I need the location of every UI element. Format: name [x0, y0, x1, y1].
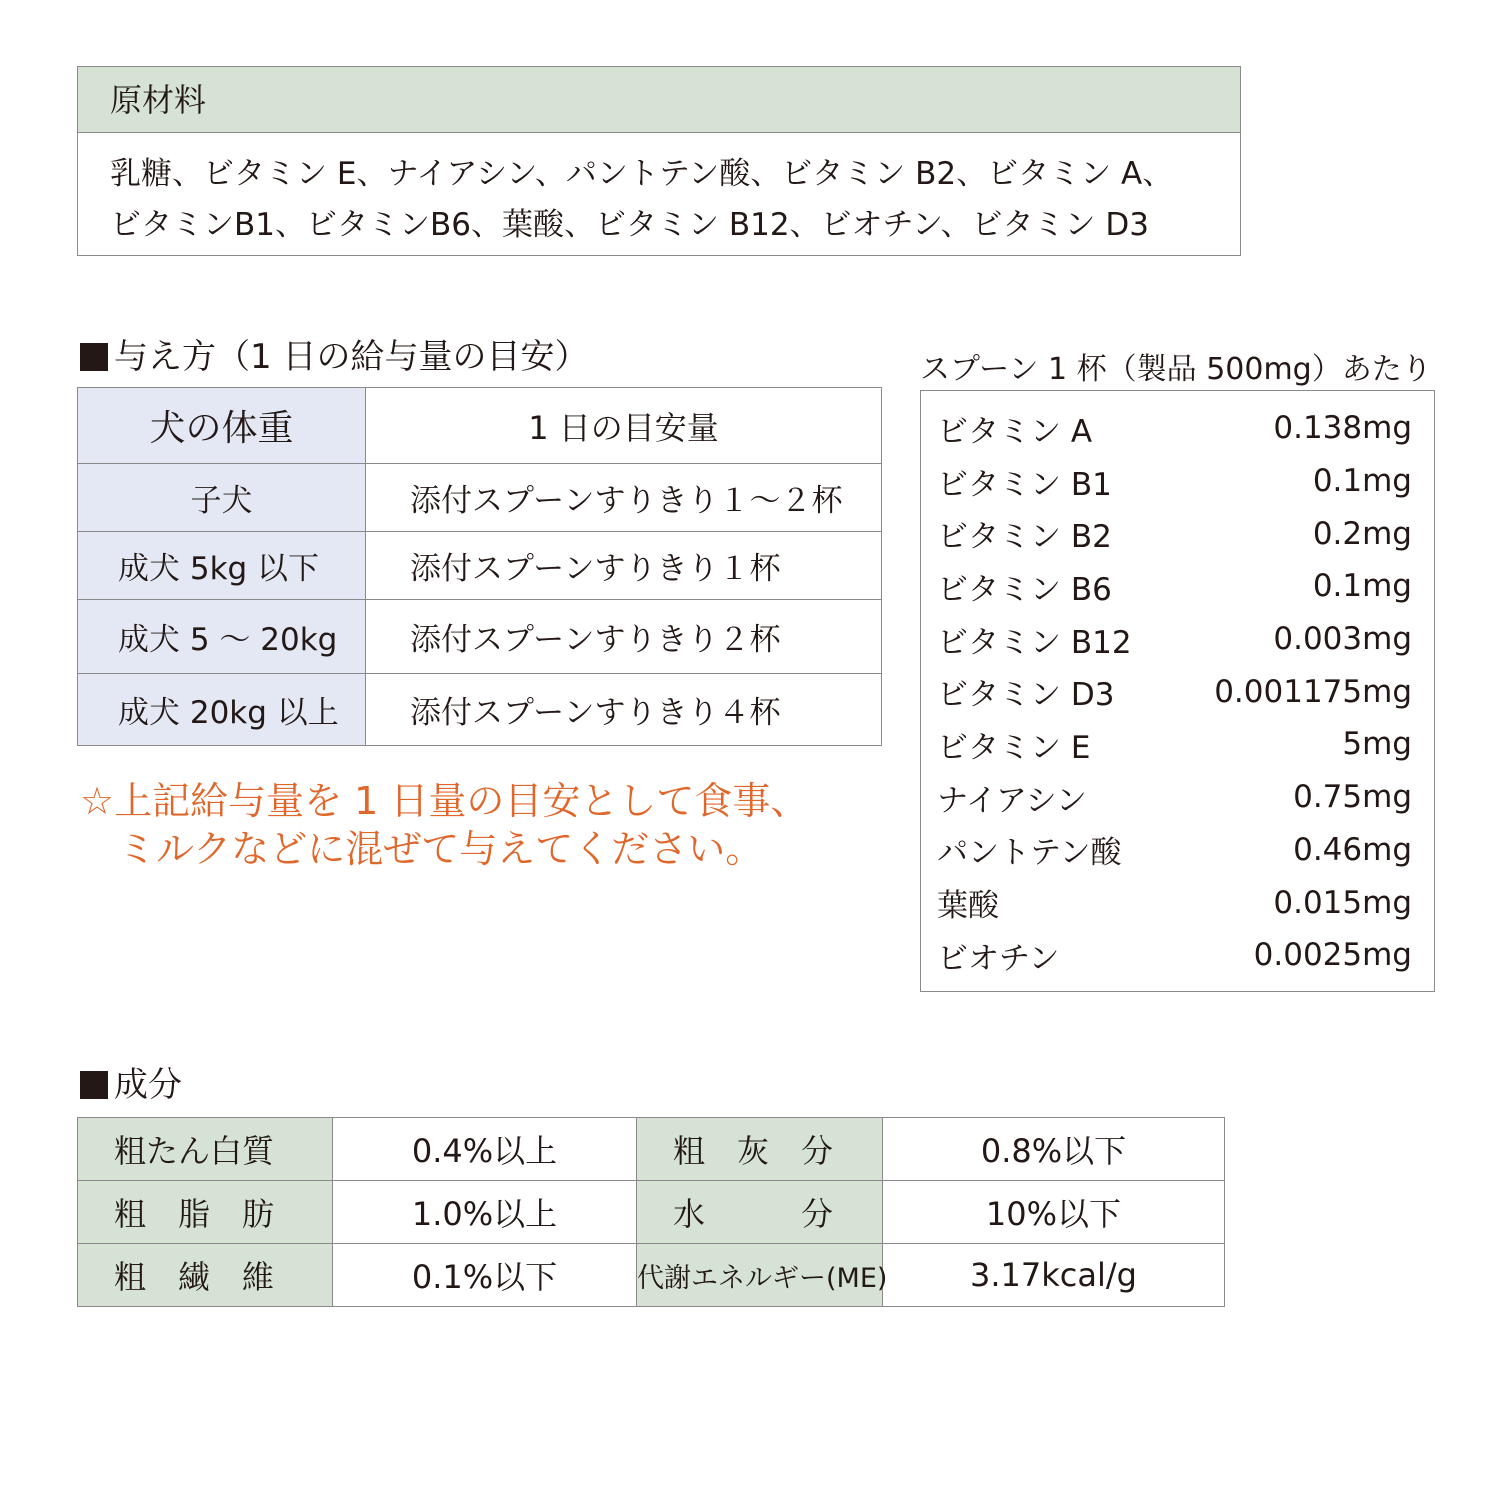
vitamin-name: ビタミン D3 — [937, 677, 1115, 714]
ingredients-line: 乳糖、ビタミン E、ナイアシン、パントテン酸、ビタミン B2、ビタミン A、 — [110, 156, 1174, 192]
row-amount: 添付スプーンすりきり１杯 — [366, 532, 882, 600]
table-row — [78, 1118, 1225, 1181]
vitamin-row — [921, 824, 1434, 877]
vitamin-row — [921, 876, 1434, 929]
vitamin-value: 0.003mg — [1273, 621, 1412, 658]
vitamin-row — [921, 455, 1434, 508]
vitamin-value: 0.1mg — [1312, 568, 1412, 605]
component-value: 0.8%以下 — [883, 1118, 1225, 1181]
feeding-note — [80, 777, 808, 873]
vitamin-name: パントテン酸 — [937, 835, 1122, 872]
component-name: 水 分 — [637, 1181, 883, 1244]
component-name: 粗 灰 分 — [637, 1118, 883, 1181]
ingredients-line: ビタミンB1、ビタミンB6、葉酸、ビタミン B12、ビオチン、ビタミン D3 — [110, 207, 1149, 243]
table-row — [78, 464, 882, 532]
vitamin-name: ビタミン B1 — [937, 466, 1112, 503]
components-title-text: 成分 — [114, 1065, 182, 1105]
component-name: 粗たん白質 — [78, 1118, 333, 1181]
vitamin-name: ビタミン A — [937, 413, 1093, 450]
components-title — [80, 1065, 182, 1105]
vitamin-row — [921, 560, 1434, 613]
row-weight: 子犬 — [78, 464, 366, 532]
vitamin-name: 葉酸 — [937, 888, 999, 925]
square-bullet-icon — [80, 343, 108, 371]
vitamin-value: 0.75mg — [1293, 779, 1412, 816]
vitamin-box — [920, 390, 1435, 992]
square-bullet-icon — [80, 1071, 108, 1099]
header-weight: 犬の体重 — [78, 388, 366, 464]
table-row — [78, 674, 882, 746]
vitamin-value: 0.015mg — [1273, 884, 1412, 921]
row-weight: 成犬 5kg 以下 — [78, 532, 366, 600]
row-amount: 添付スプーンすりきり４杯 — [366, 674, 882, 746]
row-amount: 添付スプーンすりきり２杯 — [366, 600, 882, 674]
vitamin-name: ビタミン E — [937, 729, 1091, 766]
vitamin-row — [921, 665, 1434, 718]
vitamin-value: 0.0025mg — [1253, 937, 1412, 974]
ingredients-list — [78, 133, 1240, 251]
vitamin-value: 0.001175mg — [1214, 673, 1412, 710]
feeding-note-line: ミルクなどに混ぜて与えてください。 — [118, 827, 764, 871]
vitamin-row — [921, 718, 1434, 771]
row-weight: 成犬 20kg 以上 — [78, 674, 366, 746]
vitamin-name: ビタミン B2 — [937, 519, 1112, 556]
vitamin-name: ナイアシン — [937, 782, 1087, 819]
ingredients-heading: 原材料 — [78, 67, 1240, 133]
table-row — [78, 1244, 1225, 1307]
vitamin-row — [921, 771, 1434, 824]
component-name: 粗 繊 維 — [78, 1244, 333, 1307]
table-row — [78, 600, 882, 674]
table-header-row — [78, 388, 882, 464]
component-name: 粗 脂 肪 — [78, 1181, 333, 1244]
vitamin-row — [921, 507, 1434, 560]
feeding-note-line: ☆上記給与量を 1 日量の目安として食事、 — [80, 779, 809, 823]
vitamin-value: 0.2mg — [1312, 515, 1412, 552]
vitamin-name: ビオチン — [937, 940, 1060, 977]
component-value: 3.17kcal/g — [883, 1244, 1225, 1307]
header-amount: 1 日の目安量 — [366, 388, 882, 464]
components-table — [77, 1117, 1225, 1307]
row-amount: 添付スプーンすりきり１～２杯 — [366, 464, 882, 532]
vitamin-row — [921, 613, 1434, 666]
row-weight: 成犬 5 ～ 20kg — [78, 600, 366, 674]
vitamin-value: 0.46mg — [1293, 831, 1412, 868]
vitamin-row — [921, 929, 1434, 982]
vitamin-row — [921, 402, 1434, 455]
vitamin-value: 0.138mg — [1273, 410, 1412, 447]
vitamin-name: ビタミン B6 — [937, 571, 1112, 608]
component-name: 代謝エネルギー(ME) — [637, 1244, 883, 1307]
vitamin-value: 0.1mg — [1312, 463, 1412, 500]
vitamin-value: 5mg — [1342, 726, 1412, 763]
ingredients-box — [77, 66, 1241, 256]
table-row — [78, 532, 882, 600]
vitamin-caption: スプーン 1 杯（製品 500mg）あたり — [920, 352, 1432, 387]
feeding-title-text: 与え方（1 日の給与量の目安） — [114, 337, 589, 377]
component-value: 1.0%以上 — [333, 1181, 637, 1244]
feeding-title — [80, 337, 588, 377]
feeding-table — [77, 387, 882, 746]
component-value: 10%以下 — [883, 1181, 1225, 1244]
component-value: 0.4%以上 — [333, 1118, 637, 1181]
table-row — [78, 1181, 1225, 1244]
vitamin-name: ビタミン B12 — [937, 624, 1132, 661]
component-value: 0.1%以下 — [333, 1244, 637, 1307]
